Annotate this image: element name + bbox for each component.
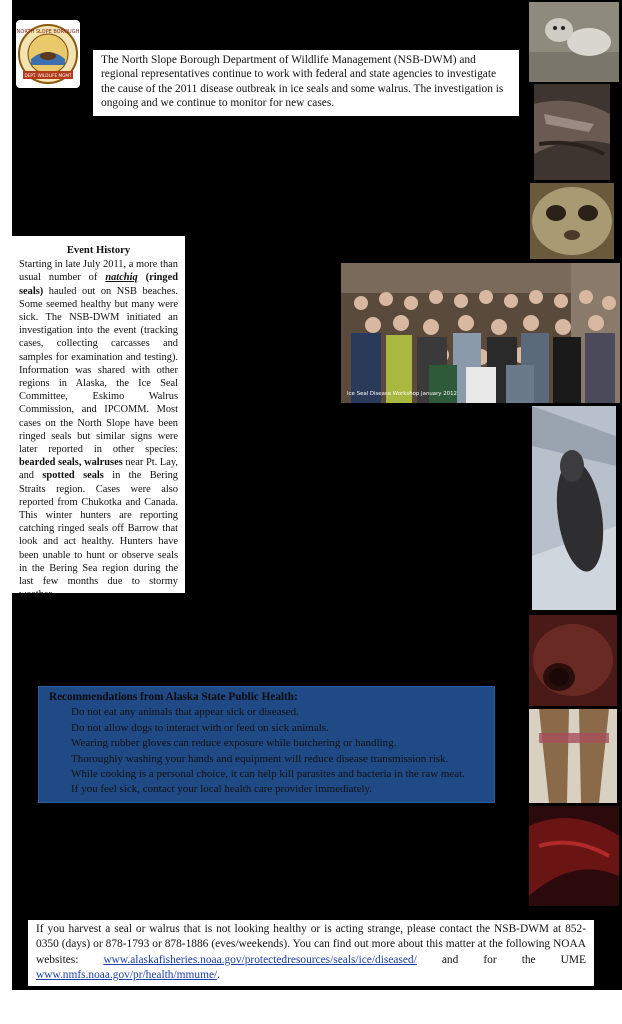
seal-eye-photo xyxy=(529,615,617,706)
seal-flippers-photo xyxy=(529,709,617,803)
seal-face-photo xyxy=(530,183,614,259)
recommendations-box xyxy=(38,686,495,803)
recommendations-list xyxy=(49,705,484,797)
event-history-text-2: hauled out on NSB beaches. Some seemed healthy but many were sick. The NSB-DWM initiated an investigation into the event (tracking cases, collecting carcasses and samples for examination and testing). Information was shared with other regions in Alaska, the Ice Seal Committee, Eskimo Walrus Commission, and IPCOMM. Most cases on the North Slope have been ringed seals but similar signs were later reported in other species: xyxy=(19,285,178,456)
contact-text-1: If you harvest a seal or walrus that is not looking healthy or is acting strange, please contact the NSB-DWM at 852-0350 (days) or 878-1793 or 878-1886 (eves/weekends). You can find out more about this matter at the following NOAA websites: xyxy=(36,923,586,966)
seal-carcass-snow-photo xyxy=(532,406,616,610)
recommendations-title: Recommendations from Alaska State Public Health: xyxy=(49,691,298,703)
recommendation-item: While cooking is a personal choice, it can help kill parasites and bacteria in the raw meat. xyxy=(71,768,466,781)
event-history-text-4: in the Bering Straits region. Cases were also reported from Chukotka and Canada. This winter hunters are reporting catching ringed seals off Barrow that look and act healthy. Hunters have been unable to hunt or observe seals in the Bering Sea region during the last few months due to stormy weather. xyxy=(19,470,178,601)
bearded-walrus-term: bearded seals, walruses xyxy=(19,457,123,469)
intro-text: The North Slope Borough Department of Wildlife Management (NSB-DWM) and regional representatives continue to work with federal and state agencies to investigate the cause of the 2011 disease outbreak in ice seals and some walrus. The investigation is ongoing and we continue to monitor for new cases. xyxy=(101,54,504,110)
logo-bottom-text: DEPT. WILDLIFE MGMT xyxy=(24,73,72,78)
seal-skin-lesion-photo xyxy=(534,84,610,180)
noaa-ume-link[interactable]: www.nmfs.noaa.gov/pr/health/mmume/ xyxy=(36,969,218,982)
noaa-ice-seal-link[interactable]: www.alaskafisheries.noaa.gov/protectedresources/seals/ice/diseased/ xyxy=(103,953,417,966)
logo-top-text: NORTH SLOPE BOROUGH xyxy=(17,29,79,35)
group-photo-caption: Ice Seal Disease Workshop January 2012 xyxy=(347,391,457,397)
contact-box xyxy=(28,920,594,986)
contact-text-3: . xyxy=(217,969,221,982)
event-history-title: Event History xyxy=(66,245,131,256)
workshop-group-photo xyxy=(341,263,620,403)
contact-text-2: and for the UME xyxy=(416,953,586,966)
event-history-text-3: near Pt. Lay, and xyxy=(19,457,178,482)
seal-on-sand-photo xyxy=(529,2,619,82)
spotted-seals-term: spotted seals xyxy=(42,470,104,482)
nsb-logo xyxy=(16,20,80,88)
recommendation-item: Do not allow dogs to interact with or feed on sick animals. xyxy=(71,721,329,734)
ringed-seals-term: (ringed seals) xyxy=(19,272,178,297)
intro-box xyxy=(93,50,519,116)
nsb-seal-logo-icon xyxy=(17,23,79,85)
event-history-box xyxy=(12,236,185,601)
recommendation-item: Do not eat any animals that appear sick or diseased. xyxy=(71,706,299,719)
natchiq-term: natchiq xyxy=(105,272,138,284)
recommendation-item: Thoroughly washing your hands and equipment will reduce disease transmission risk. xyxy=(71,752,449,765)
recommendation-item: Wearing rubber gloves can reduce exposure while butchering or handling. xyxy=(71,737,397,750)
recommendation-item: If you feel sick, contact your local health care provider immediately. xyxy=(71,783,373,796)
event-history-text-1: Starting in late July 2011, a more than usual number of xyxy=(19,259,178,284)
seal-tissue-photo xyxy=(529,806,619,906)
